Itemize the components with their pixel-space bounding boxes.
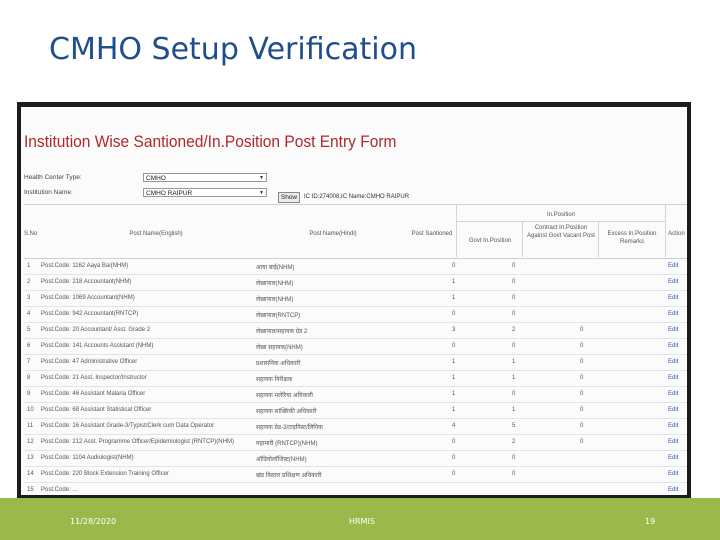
cell-govt-inposition: 0 xyxy=(512,295,516,301)
cell-post-name-english: Post.Code: 218 Accountant(NHM) xyxy=(41,279,132,285)
slide-title: CMHO Setup Verification xyxy=(49,32,417,67)
cell-govt-inposition: 0 xyxy=(512,471,516,477)
cell-sno: 2 xyxy=(27,279,31,285)
cell-sno: 14 xyxy=(27,471,34,477)
cell-sno: 7 xyxy=(27,359,31,365)
health-center-type-value: CMHO xyxy=(146,175,166,182)
cell-post-sanctioned: 0 xyxy=(452,311,456,317)
table-row xyxy=(24,306,687,323)
cell-post-name-english: Post.Code: 21 Asst. Inspector/Instructor xyxy=(41,375,147,381)
cell-post-name-hindi: ऑडियोलॉजिस्ट(NHM) xyxy=(256,457,307,463)
cell-sno: 13 xyxy=(27,455,34,461)
edit-link[interactable]: Edit xyxy=(668,423,679,429)
footer-center-text: HRMIS xyxy=(349,517,375,526)
institution-name-value: CMHO RAIPUR xyxy=(146,190,193,197)
header-divider xyxy=(598,221,599,257)
cell-govt-inposition: 0 xyxy=(512,279,516,285)
edit-link[interactable]: Edit xyxy=(668,311,679,317)
cell-post-name-english: Post.Code: 212 Asst. Programme Officer/Epidemiologist (RNTCP)(NHM) xyxy=(41,439,234,445)
cell-post-sanctioned: 3 xyxy=(452,327,456,333)
table-row xyxy=(24,402,687,419)
edit-link[interactable]: Edit xyxy=(668,327,679,333)
cell-post-sanctioned: 1 xyxy=(452,359,456,365)
cell-contract-inposition: 0 xyxy=(580,423,584,429)
form-title: Institution Wise Santioned/In.Position Post Entry Form xyxy=(24,133,397,151)
cell-post-name-english: Post.Code: 68 Assistant Statistical Officer xyxy=(41,407,152,413)
cell-govt-inposition: 0 xyxy=(512,263,516,269)
table-row xyxy=(24,338,687,355)
table-row xyxy=(24,258,687,275)
th-inposition-group: In.Position xyxy=(546,212,576,218)
table-row xyxy=(24,434,687,451)
table-row xyxy=(24,290,687,307)
header-divider xyxy=(456,221,665,222)
table-row xyxy=(24,386,687,403)
table-row xyxy=(24,322,687,339)
cell-sno: 9 xyxy=(27,391,31,397)
cell-post-name-hindi: सहायक निरीक्षक xyxy=(256,377,293,383)
edit-link[interactable]: Edit xyxy=(668,487,679,493)
table-row xyxy=(24,274,687,291)
edit-link[interactable]: Edit xyxy=(668,279,679,285)
chevron-down-icon: ▼ xyxy=(259,190,264,196)
cell-govt-inposition: 0 xyxy=(512,343,516,349)
cell-post-name-hindi: सहायक सांख्यिकी अधिकारी xyxy=(256,409,317,415)
cell-post-name-english: Post.Code: 20 Accountant/ Asst. Grade 2 xyxy=(41,327,151,333)
th-post-sanctioned: Post Santioned xyxy=(411,231,453,237)
cell-post-sanctioned: 0 xyxy=(452,343,456,349)
cell-post-name-english: Post.Code: 46 Assistant Malaria Officer xyxy=(41,391,146,397)
cell-post-name-hindi: लेखापाल(NHM) xyxy=(256,281,294,287)
th-post-name-english: Post Name(English) xyxy=(129,231,183,237)
form-panel xyxy=(21,107,687,495)
cell-post-name-english: Post.Code: 1162 Aaya Bai(NHM) xyxy=(41,263,129,269)
show-button[interactable]: Show xyxy=(278,192,300,203)
table-row xyxy=(24,482,687,495)
cell-post-name-hindi: लेखापाल(RNTCP) xyxy=(256,313,301,319)
table-row xyxy=(24,466,687,483)
institution-name-label: Institution Name: xyxy=(24,189,73,196)
table-row xyxy=(24,450,687,467)
cell-govt-inposition: 2 xyxy=(512,439,516,445)
cell-post-sanctioned: 1 xyxy=(452,391,456,397)
cell-contract-inposition: 0 xyxy=(580,375,584,381)
th-excess-inposition: Excess In.Position Remarks xyxy=(607,231,657,245)
cell-sno: 4 xyxy=(27,311,31,317)
cell-post-sanctioned: 1 xyxy=(452,407,456,413)
cell-post-sanctioned: 4 xyxy=(452,423,456,429)
cell-govt-inposition: 2 xyxy=(512,327,516,333)
edit-link[interactable]: Edit xyxy=(668,455,679,461)
th-post-name-hindi: Post Name(Hindi) xyxy=(309,231,357,237)
edit-link[interactable]: Edit xyxy=(668,343,679,349)
cell-post-sanctioned: 0 xyxy=(452,455,456,461)
cell-contract-inposition: 0 xyxy=(580,391,584,397)
cell-post-name-hindi: खंड विस्तार प्रशिक्षण अधिकारी xyxy=(256,473,322,479)
cell-post-name-hindi: महामारी (RNTCP)(NHM) xyxy=(256,441,318,447)
page-number: 19 xyxy=(645,517,656,526)
cell-sno: 6 xyxy=(27,343,31,349)
cell-contract-inposition: 0 xyxy=(580,343,584,349)
cell-govt-inposition: 5 xyxy=(512,423,516,429)
cell-sno: 10 xyxy=(27,407,34,413)
cell-govt-inposition: 0 xyxy=(512,455,516,461)
cell-post-sanctioned: 0 xyxy=(452,263,456,269)
cell-post-sanctioned: 1 xyxy=(452,375,456,381)
health-center-type-select[interactable] xyxy=(143,173,267,182)
cell-sno: 11 xyxy=(27,423,34,429)
cell-govt-inposition: 0 xyxy=(512,311,516,317)
cell-post-name-hindi: आया बाई(NHM) xyxy=(256,265,295,271)
footer-date: 11/28/2020 xyxy=(70,517,117,526)
edit-link[interactable]: Edit xyxy=(668,471,679,477)
edit-link[interactable]: Edit xyxy=(668,375,679,381)
cell-post-name-hindi: सहायक ग्रेड-3/टाइपिस्ट/लिपिक xyxy=(256,425,323,431)
cell-post-sanctioned: 0 xyxy=(452,439,456,445)
institution-name-select[interactable] xyxy=(143,188,267,197)
cell-post-name-english: Post.Code: ... xyxy=(41,487,78,493)
cell-post-name-hindi: प्रशासनिक अधिकारी xyxy=(256,361,301,367)
cell-post-name-english: Post.Code: 16 Assistant Grade-3/Typist/Clerk cum Data Operator xyxy=(41,423,215,429)
edit-link[interactable]: Edit xyxy=(668,295,679,301)
cell-sno: 5 xyxy=(27,327,31,333)
cell-govt-inposition: 1 xyxy=(512,407,516,413)
health-center-type-label: Health Center Type: xyxy=(24,174,82,181)
th-action: Action xyxy=(668,231,685,237)
chevron-down-icon: ▼ xyxy=(259,175,264,181)
cell-contract-inposition: 0 xyxy=(580,407,584,413)
cell-sno: 8 xyxy=(27,375,31,381)
edit-link[interactable]: Edit xyxy=(668,391,679,397)
cell-post-name-english: Post.Code: 220 Block Extension Training Officer xyxy=(41,471,169,477)
edit-link[interactable]: Edit xyxy=(668,439,679,445)
cell-post-name-hindi: लेखा सहायक(NHM) xyxy=(256,345,303,351)
institution-info: IC ID:274008,IC Name:CMHO RAIPUR xyxy=(304,194,410,200)
cell-sno: 12 xyxy=(27,439,34,445)
cell-post-name-english: Post.Code: 47 Administrative Officer xyxy=(41,359,138,365)
cell-post-name-hindi: सहायक मलेरिया अधिकारी xyxy=(256,393,313,399)
header-divider xyxy=(522,221,523,257)
table-row xyxy=(24,418,687,435)
cell-post-name-english: Post.Code: 1069 Accountant(NHM) xyxy=(41,295,135,301)
cell-contract-inposition: 0 xyxy=(580,439,584,445)
cell-post-sanctioned: 1 xyxy=(452,295,456,301)
table-row xyxy=(24,354,687,371)
cell-post-name-hindi: लेखापाल(NHM) xyxy=(256,297,294,303)
edit-link[interactable]: Edit xyxy=(668,359,679,365)
th-govt-inposition: Govt In.Position xyxy=(468,238,512,244)
table-row xyxy=(24,370,687,387)
cell-sno: 1 xyxy=(27,263,31,269)
screenshot-frame xyxy=(17,102,691,498)
cell-post-sanctioned: 0 xyxy=(452,471,456,477)
cell-govt-inposition: 0 xyxy=(512,391,516,397)
cell-sno: 15 xyxy=(27,487,34,493)
th-sno: S.No xyxy=(24,231,38,237)
cell-contract-inposition: 0 xyxy=(580,327,584,333)
cell-post-name-hindi: लेखापाल/सहायक ग्रेड 2 xyxy=(256,329,308,335)
cell-sno: 3 xyxy=(27,295,31,301)
cell-post-name-english: Post.Code: 942 Accountant(RNTCP) xyxy=(41,311,139,317)
cell-post-name-english: Post.Code: 1104 Audiologist(NHM) xyxy=(41,455,134,461)
cell-post-sanctioned: 1 xyxy=(452,279,456,285)
cell-govt-inposition: 1 xyxy=(512,375,516,381)
cell-govt-inposition: 1 xyxy=(512,359,516,365)
cell-contract-inposition: 0 xyxy=(580,359,584,365)
cell-post-name-english: Post.Code: 141 Accounts Assistant (NHM) xyxy=(41,343,154,349)
header-divider xyxy=(456,204,457,257)
th-contract-inposition: Contract In.Position Against Govt Vacant Post xyxy=(527,225,595,239)
edit-link[interactable]: Edit xyxy=(668,407,679,413)
edit-link[interactable]: Edit xyxy=(668,263,679,269)
